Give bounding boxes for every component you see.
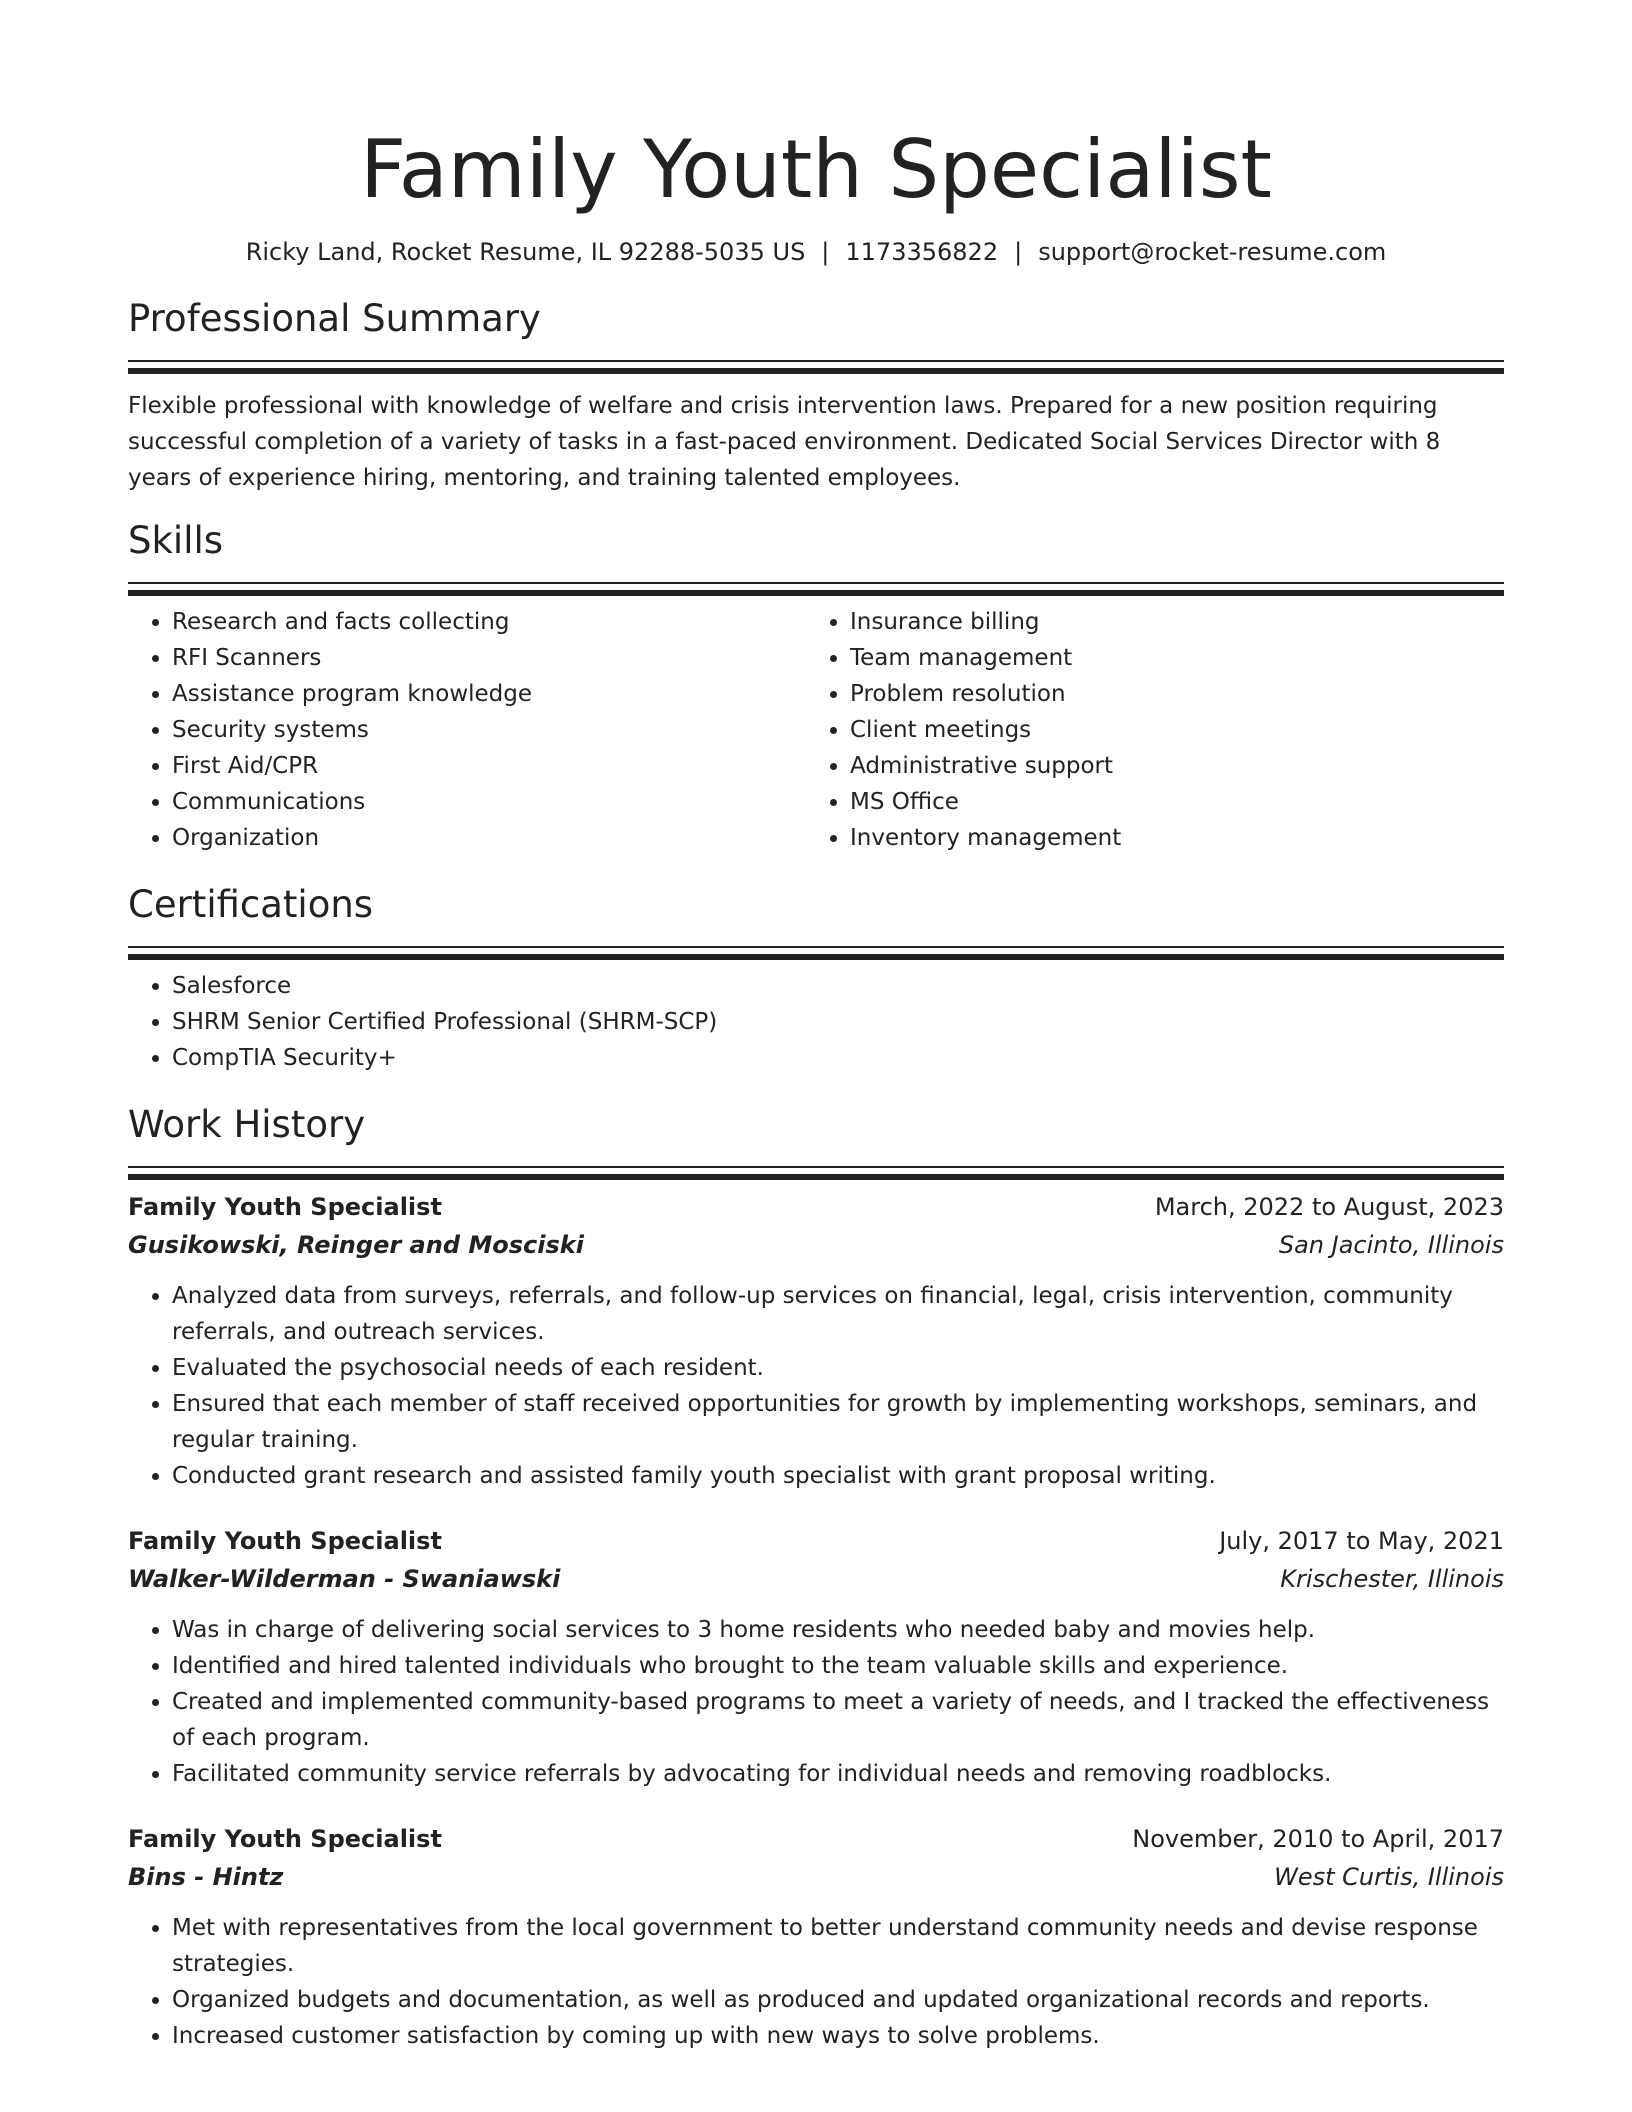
work-history-section bbox=[128, 1102, 1504, 2054]
job-dates: July, 2017 to May, 2021 bbox=[1219, 1527, 1504, 1555]
skill-item: • Assistance program knowledge bbox=[172, 676, 806, 712]
resume-page bbox=[128, 0, 1504, 2054]
skills-list-right bbox=[806, 604, 1484, 856]
contact-line bbox=[128, 236, 1504, 268]
skills-section bbox=[128, 518, 1504, 856]
contact-separator: | bbox=[821, 238, 830, 266]
job-bullet: • Ensured that each member of staff received opportunities for growth by implementing workshops, seminars, and regular training. bbox=[172, 1386, 1504, 1458]
summary-section bbox=[128, 296, 1504, 496]
skill-item: • Organization bbox=[172, 820, 806, 856]
section-heading-summary: Professional Summary bbox=[128, 297, 541, 340]
skills-column-right bbox=[806, 604, 1484, 856]
skill-item: • Inventory management bbox=[850, 820, 1484, 856]
job-header bbox=[128, 1820, 1504, 1858]
certification-item: • Salesforce bbox=[172, 968, 1504, 1004]
job-location: Krischester, Illinois bbox=[1280, 1565, 1504, 1593]
job-subheader bbox=[128, 1560, 1504, 1598]
section-divider bbox=[128, 360, 1504, 362]
skill-item: • Problem resolution bbox=[850, 676, 1484, 712]
section-heading-certifications: Certifications bbox=[128, 883, 374, 926]
summary-text: Flexible professional with knowledge of welfare and crisis intervention laws. Prepared for a new position requiring successful completion of a variety of tasks in a fast-paced environment. Dedicated Social Services Director with 8 years of experience hiring, mentoring, and training talented employees. bbox=[128, 393, 1441, 491]
job-bullet-list bbox=[128, 1910, 1504, 2054]
skill-item: • First Aid/CPR bbox=[172, 748, 806, 784]
job-header bbox=[128, 1522, 1504, 1560]
job-header bbox=[128, 1188, 1504, 1226]
job-bullet: • Created and implemented community-based programs to meet a variety of needs, and I tracked the effectiveness of each program. bbox=[172, 1684, 1504, 1756]
skill-item: • Team management bbox=[850, 640, 1484, 676]
section-heading-work-history: Work History bbox=[128, 1103, 366, 1146]
job-bullet: • Was in charge of delivering social services to 3 home residents who needed baby and movies help. bbox=[172, 1612, 1504, 1648]
job-company: Bins - Hintz bbox=[128, 1863, 284, 1891]
job-bullet: • Increased customer satisfaction by coming up with new ways to solve problems. bbox=[172, 2018, 1504, 2054]
job-title: Family Youth Specialist bbox=[128, 1825, 442, 1853]
job-dates: March, 2022 to August, 2023 bbox=[1154, 1193, 1504, 1221]
job-bullet-list bbox=[128, 1612, 1504, 1792]
job-bullet-list bbox=[128, 1278, 1504, 1494]
certification-item: • CompTIA Security+ bbox=[172, 1040, 1504, 1076]
job-bullet: • Facilitated community service referrals by advocating for individual needs and removing roadblocks. bbox=[172, 1756, 1504, 1792]
skill-item: • Administrative support bbox=[850, 748, 1484, 784]
job-title: Family Youth Specialist bbox=[128, 1193, 442, 1221]
job-bullet: • Identified and hired talented individuals who brought to the team valuable skills and experience. bbox=[172, 1648, 1504, 1684]
job-bullet: • Met with representatives from the local government to better understand community needs and devise response strategies. bbox=[172, 1910, 1504, 1982]
skill-item: • MS Office bbox=[850, 784, 1484, 820]
job-bullet: • Evaluated the psychosocial needs of each resident. bbox=[172, 1350, 1504, 1386]
skills-columns bbox=[128, 604, 1504, 856]
job-location: San Jacinto, Illinois bbox=[1278, 1231, 1504, 1259]
contact-email: support@rocket-resume.com bbox=[1038, 238, 1387, 266]
contact-phone: 1173356822 bbox=[845, 238, 999, 266]
job-entry bbox=[128, 1522, 1504, 1792]
certifications-section bbox=[128, 882, 1504, 1076]
section-heading-skills: Skills bbox=[128, 519, 224, 562]
section-divider bbox=[128, 1166, 1504, 1168]
job-entry bbox=[128, 1188, 1504, 1494]
job-entry bbox=[128, 1820, 1504, 2054]
job-bullet: • Analyzed data from surveys, referrals, and follow-up services on financial, legal, crisis intervention, community referrals, and outreach services. bbox=[172, 1278, 1504, 1350]
certification-item: • SHRM Senior Certified Professional (SHRM-SCP) bbox=[172, 1004, 1504, 1040]
skill-item: • Insurance billing bbox=[850, 604, 1484, 640]
skill-item: • Client meetings bbox=[850, 712, 1484, 748]
job-bullet: • Conducted grant research and assisted family youth specialist with grant proposal writing. bbox=[172, 1458, 1504, 1494]
job-bullet: • Organized budgets and documentation, as well as produced and updated organizational records and reports. bbox=[172, 1982, 1504, 2018]
job-subheader bbox=[128, 1226, 1504, 1264]
job-company: Walker-Wilderman - Swaniawski bbox=[128, 1565, 561, 1593]
contact-address: Ricky Land, Rocket Resume, IL 92288-5035 US bbox=[245, 238, 806, 266]
skill-item: • Security systems bbox=[172, 712, 806, 748]
skill-item: • Research and facts collecting bbox=[172, 604, 806, 640]
section-divider bbox=[128, 582, 1504, 584]
skills-list-left bbox=[128, 604, 806, 856]
job-dates: November, 2010 to April, 2017 bbox=[1132, 1825, 1504, 1853]
skill-item: • RFI Scanners bbox=[172, 640, 806, 676]
job-company: Gusikowski, Reinger and Mosciski bbox=[128, 1231, 584, 1259]
section-divider bbox=[128, 946, 1504, 948]
skills-column-left bbox=[128, 604, 806, 856]
contact-separator: | bbox=[1014, 238, 1023, 266]
skill-item: • Communications bbox=[172, 784, 806, 820]
job-title: Family Youth Specialist bbox=[128, 1527, 442, 1555]
job-location: West Curtis, Illinois bbox=[1274, 1863, 1504, 1891]
resume-title: Family Youth Specialist bbox=[360, 123, 1272, 216]
certifications-list bbox=[128, 968, 1504, 1076]
job-subheader bbox=[128, 1858, 1504, 1896]
